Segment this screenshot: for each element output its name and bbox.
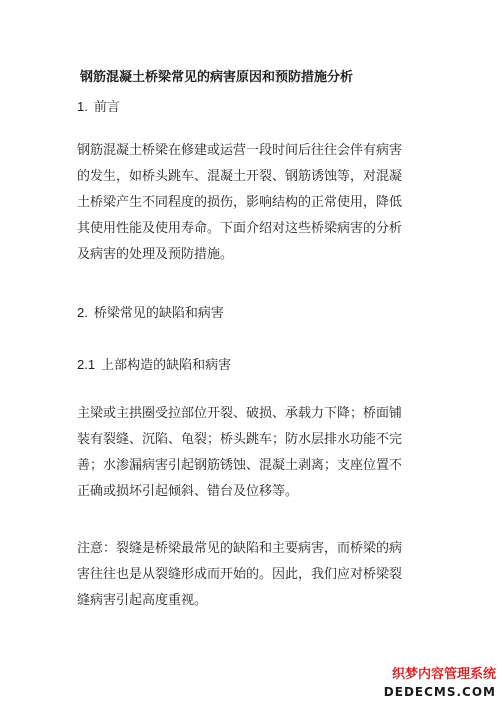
paragraph-note [77,536,427,614]
paragraph-line: 及病害的处理及预防措施。 [77,247,234,262]
paragraph-line: 缝病害引起高度重视。 [77,593,208,608]
section-number: 2.1 [77,357,96,372]
section-label: 上部构造的缺陷和病害 [101,358,232,373]
section-number: 2. [77,305,88,320]
section-number: 1. [77,99,88,114]
watermark-logo [368,666,496,704]
paragraph-line: 主梁或主拱圈受拉部位开裂、破损、承载力下降；桥面铺 [77,406,403,421]
paragraph-line: 正确或损坏引起倾斜、错台及位移等。 [77,484,299,499]
section-heading-defects [77,302,224,321]
paragraph-superstructure-defects [77,401,427,505]
section-heading-superstructure [77,354,231,373]
section-heading-intro [77,96,120,115]
paragraph-line: 注意：裂缝是桥梁最常见的缺陷和主要病害，而桥梁的病 [77,541,403,556]
paragraph-line: 钢筋混凝土桥梁在修建或运营一段时间后往往会伴有病害 [77,143,403,158]
paragraph-intro [77,138,427,268]
section-label: 桥梁常见的缺陷和病害 [93,306,224,321]
paragraph-line: 装有裂缝、沉陷、龟裂；桥头跳车；防水层排水功能不完 [77,432,403,447]
section-label: 前言 [93,100,120,115]
paragraph-line: 害往往也是从裂缝形成而开始的。因此，我们应对桥梁裂 [77,567,403,582]
paragraph-line: 的发生，如桥头跳车、混凝土开裂、钢筋诱蚀等，对混凝 [77,169,403,184]
paragraph-line: 其使用性能及使用寿命。下面介绍对这些桥梁病害的分析 [77,221,403,236]
document-title: 钢筋混凝土桥梁常见的病害原因和预防措施分析 [80,70,354,85]
watermark-line2: DEDECMS.COM [383,685,496,699]
watermark-line1: 织梦内容管理系统 [391,667,496,682]
paragraph-line: 土桥梁产生不同程度的损伤，影响结构的正常使用，降低 [77,195,403,210]
paragraph-line: 善；水渗漏病害引起钢筋锈蚀、混凝土剥离；支座位置不 [77,458,403,473]
